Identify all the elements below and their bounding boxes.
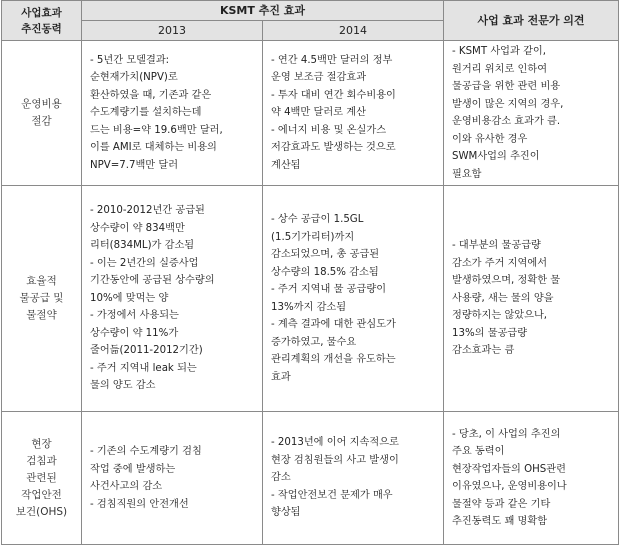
cell-2014-ohs: - 2013년에 이어 지속적으로 현장 검침원들의 사고 발생이 감소 - 작업안전보건 문제가 매우 향상됨 <box>263 412 444 545</box>
cell-2013-operating-cost: - 5년간 모델결과: 순현재가치(NPV)로 환산하였을 때, 기존과 같은 수도계량기를 설치하는데 드는 비용=약 19.6백만 달러, 이를 AMI로 대체하는 비용의 NPV=7.7백만 달러 <box>82 41 263 186</box>
cell-2014-water-supply: - 상수 공급이 1.5GL (1.5기가리터)까지 감소되었으며, 총 공급된 상수량의 18.5% 감소됨 - 주거 지역내 물 공급량이 13%까지 감소됨 - 계측 결과에 대한 관심도가 증가하였고, 물수요 관리계획의 개선을 유도하는 효과 <box>263 186 444 412</box>
header-ksmt-effect: KSMT 추진 효과 <box>82 1 444 21</box>
cell-2014-operating-cost: - 연간 4.5백만 달러의 정부 운영 보조금 절감효과 - 투자 대비 연간 회수비용이 약 4백만 달러로 계산 - 에너지 비용 및 온실가스 저감효과도 발생하는 것으로 계산됨 <box>263 41 444 186</box>
header-business-effect: 사업효과 추진동력 <box>2 1 82 41</box>
row-label-operating-cost: 운영비용 절감 <box>2 41 82 186</box>
table-row <box>2 412 619 545</box>
cell-expert-water-supply: - 대부분의 물공급량 감소가 주거 지역에서 발생하였으며, 정확한 물 사용량, 새는 물의 양을 정량하지는 않았으나, 13%의 물공급량 감소효과는 큼 <box>444 186 619 412</box>
cell-expert-ohs: - 당초, 이 사업의 추진의 주요 동력이 현장작업자들의 OHS관련 이유였으나, 운영비용이나 물절약 등과 같은 기타 추진동력도 꽤 명확함 <box>444 412 619 545</box>
cell-expert-operating-cost: - KSMT 사업과 같이, 원거리 위치로 인하여 물공급을 위한 관련 비용 발생이 많은 지역의 경우, 운영비용감소 효과가 큼. 이와 유사한 경우 SWM사업의 추진이 필요함 <box>444 41 619 186</box>
table-row <box>2 186 619 412</box>
header-year-2013: 2013 <box>82 21 263 41</box>
row-label-water-supply: 효율적 물공급 및 물절약 <box>2 186 82 412</box>
header-expert-opinion: 사업 효과 전문가 의견 <box>444 1 619 41</box>
table-row <box>2 41 619 186</box>
cell-2013-ohs: - 기존의 수도계량기 검침 작업 중에 발생하는 사건사고의 감소 - 검침직원의 안전개선 <box>82 412 263 545</box>
row-label-ohs: 현장 검침과 관련된 작업안전 보건(OHS) <box>2 412 82 545</box>
header-year-2014: 2014 <box>263 21 444 41</box>
ksmt-effects-table <box>1 0 619 545</box>
cell-2013-water-supply: - 2010-2012년간 공급된 상수량이 약 834백만 리터(834ML)가 감소됨 - 이는 2년간의 실증사업 기간동안에 공급된 상수량의 10%에 맞먹는 양 - 가정에서 사용되는 상수량이 약 11%가 줄어듦(2011-2012기간) - 주거 지역내 leak 되는 물의 양도 감소 <box>82 186 263 412</box>
